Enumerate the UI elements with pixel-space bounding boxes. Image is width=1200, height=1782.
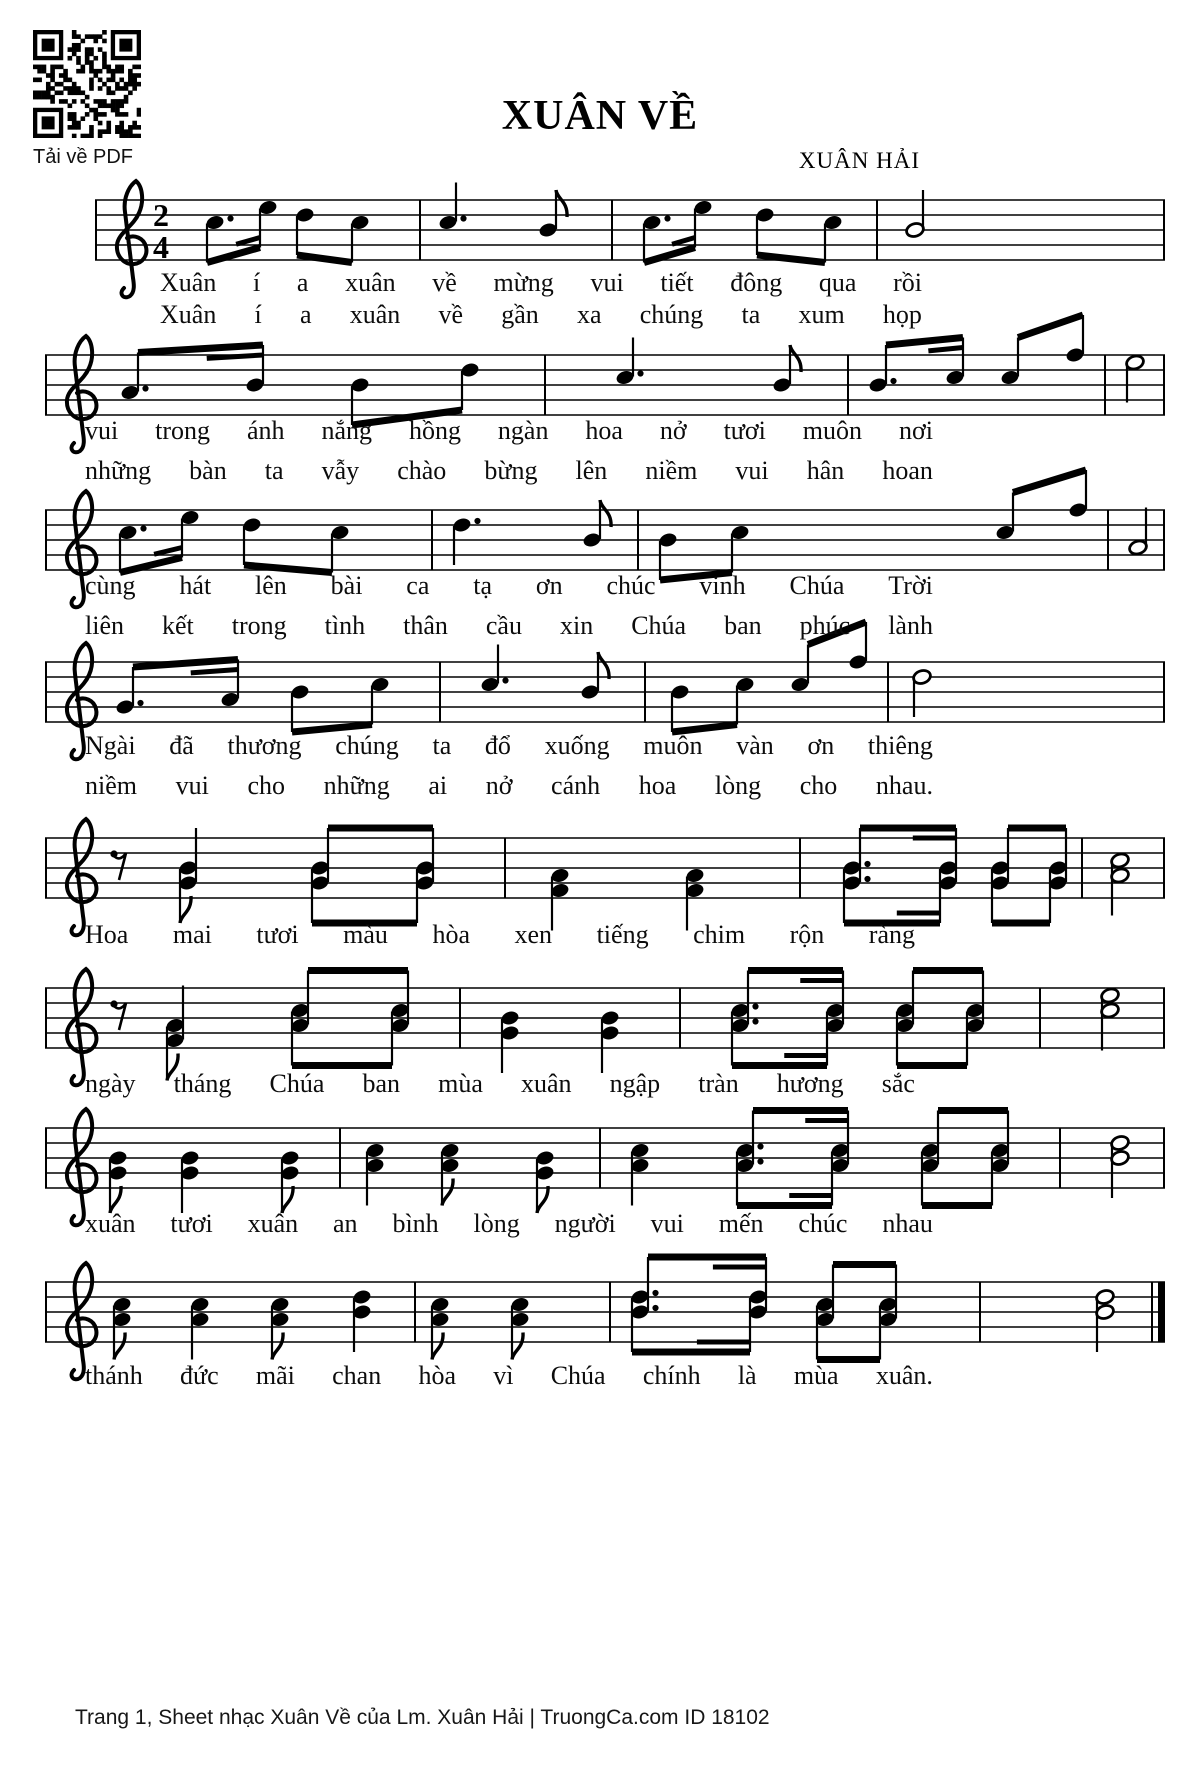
lyric-word: phúc — [799, 611, 851, 640]
lyric-word: hòa — [418, 1361, 456, 1390]
lyric-word: nắng — [321, 416, 373, 445]
lyric-line — [85, 571, 933, 601]
lyric-word: Hoa — [85, 920, 129, 949]
note — [945, 338, 965, 387]
lyric-word: muôn — [643, 731, 703, 760]
lyric-word: tràn — [698, 1069, 739, 1098]
lyric-word: vui — [175, 771, 209, 800]
lyric-word: trong — [155, 416, 211, 445]
lyric-word: niềm — [85, 771, 137, 800]
lyric-word: xuống — [544, 731, 610, 760]
lyric-word: thánh — [85, 1361, 143, 1390]
note — [730, 524, 750, 573]
note — [1128, 508, 1148, 557]
lyric-word: tháng — [173, 1069, 232, 1098]
beam — [644, 238, 695, 263]
staff-lines — [45, 355, 1165, 415]
page-footer: Trang 1, Sheet nhạc Xuân Về của Lm. Xuân Hải | TruongCa.com ID 18102 — [75, 1706, 770, 1729]
lyric-word: Xuân — [160, 300, 217, 329]
time-signature — [153, 197, 169, 265]
lyric-word: rộn — [789, 920, 825, 949]
lyric-word: chúc — [606, 571, 656, 600]
lyric-word: hồng — [408, 416, 461, 445]
note — [258, 199, 278, 248]
lyric-word: niềm — [645, 456, 698, 485]
lyric-line — [160, 300, 922, 330]
beam — [886, 338, 963, 351]
lyric-word: Trời — [888, 571, 933, 600]
lyric-line — [85, 456, 933, 486]
note — [630, 1257, 659, 1352]
lyric-word: xuân — [520, 1069, 572, 1098]
lyric-word: sắc — [881, 1069, 915, 1098]
lyric-word: mai — [172, 920, 212, 949]
lyric-word: hòa — [432, 920, 470, 949]
lyric-word: lành — [888, 611, 933, 640]
lyric-word: cùng — [85, 571, 136, 600]
note — [1125, 354, 1145, 403]
lyric-word: xuân — [349, 300, 401, 329]
note — [842, 828, 871, 923]
treble-clef-icon — [67, 969, 97, 1085]
lyric-word: chúng — [335, 731, 399, 760]
lyric-word: Ngài — [85, 731, 136, 760]
note — [178, 828, 198, 923]
lyric-word: tươi — [170, 1209, 213, 1238]
note — [350, 214, 370, 263]
note — [535, 1149, 555, 1213]
lyric-word: những — [85, 456, 152, 485]
lyric-word: nơi — [898, 416, 933, 445]
svg-text:4: 4 — [153, 229, 169, 265]
note — [370, 676, 390, 725]
treble-clef-icon — [117, 181, 147, 297]
staff-lines — [45, 1282, 1165, 1342]
note — [990, 828, 1010, 923]
lyric-word: hân — [806, 456, 845, 485]
note — [1048, 828, 1068, 923]
lyric-word: cho — [247, 771, 285, 800]
beam — [1013, 470, 1086, 493]
lyric-word: qua — [818, 268, 857, 297]
lyric-word: Chúa — [269, 1069, 325, 1098]
lyric-word: hát — [179, 571, 212, 600]
lyric-word: đổ — [484, 731, 511, 760]
note — [108, 1149, 128, 1213]
lyric-word: tình — [324, 611, 366, 640]
beam — [138, 345, 263, 358]
lyric-word: ơn — [807, 731, 835, 760]
treble-clef-icon — [67, 819, 97, 935]
lyric-word: đông — [730, 268, 783, 297]
lyric-word: hoa — [585, 416, 623, 445]
lyric-line — [85, 771, 933, 801]
note — [220, 660, 240, 709]
lyric-word: xum — [798, 300, 845, 329]
lyric-word: mùa — [793, 1361, 839, 1390]
lyric-word: thương — [227, 731, 302, 760]
lyric-word: vui — [650, 1209, 684, 1238]
lyric-word: tiếng — [596, 920, 649, 949]
lyric-word: bình — [392, 1209, 439, 1238]
lyric-word: kết — [162, 611, 194, 640]
beam — [757, 255, 825, 263]
lyric-word: gần — [501, 300, 539, 329]
note — [310, 828, 330, 923]
lyric-word: lòng — [714, 771, 762, 800]
note — [415, 828, 435, 923]
note — [823, 214, 843, 263]
lyric-word: nở — [659, 416, 687, 445]
lyric-word: đức — [180, 1361, 219, 1390]
note — [438, 183, 467, 232]
lyric-line — [85, 1069, 915, 1099]
lyric-word: nở — [485, 771, 513, 800]
lyric-word: xuân — [345, 268, 396, 297]
lyric-line — [85, 416, 933, 446]
lyric-word: Chúa — [550, 1361, 606, 1390]
lyric-word: ai — [428, 771, 448, 800]
lyric-word: vinh — [699, 571, 746, 600]
lyric-word: tiết — [660, 268, 694, 297]
note — [790, 645, 810, 694]
eighth-rest — [110, 850, 126, 880]
qr-download-label[interactable]: Tải về PDF — [33, 146, 134, 168]
lyric-word: ta — [432, 731, 452, 760]
lyric-word: lên — [255, 571, 287, 600]
beam — [632, 1257, 766, 1352]
lyric-word: ràng — [868, 920, 915, 949]
beam — [207, 238, 260, 263]
lyric-word: chào — [397, 456, 447, 485]
lyric-word: chim — [693, 920, 746, 949]
note — [615, 338, 644, 387]
lyric-word: lòng — [473, 1209, 520, 1238]
lyric-word: lên — [575, 456, 608, 485]
song-title: XUÂN VỀ — [501, 93, 699, 140]
lyric-word: đã — [169, 731, 194, 760]
note — [180, 509, 200, 558]
lyric-word: tươi — [256, 920, 299, 949]
eighth-rest — [110, 1000, 126, 1030]
lyric-word: Chúa — [789, 571, 845, 600]
lyric-word: tạ — [473, 571, 492, 600]
lyric-word: cánh — [551, 771, 601, 800]
lyric-word: Xuân — [160, 268, 217, 297]
note — [938, 828, 958, 923]
lyric-word: rồi — [893, 268, 922, 297]
lyric-word: ngày — [85, 1069, 136, 1098]
lyric-word: ngập — [609, 1069, 661, 1098]
note — [1000, 338, 1020, 387]
lyric-word: chúng — [639, 300, 704, 329]
treble-clef-icon — [67, 1109, 97, 1225]
lyric-word: chính — [642, 1361, 701, 1390]
lyric-word: ta — [741, 300, 761, 329]
lyric-word: tươi — [723, 416, 766, 445]
lyric-word: chúc — [798, 1209, 848, 1238]
lyric-word: a — [296, 268, 309, 297]
lyric-word: cầu — [485, 611, 522, 640]
staff-lines — [45, 1128, 1165, 1188]
lyric-word: vẫy — [321, 456, 360, 485]
lyric-word: vì — [493, 1361, 514, 1390]
note — [693, 199, 713, 248]
lyric-word: xuân — [85, 1209, 136, 1238]
lyric-word: chan — [332, 1361, 382, 1390]
lyric-line — [85, 611, 933, 641]
lyric-word: í — [254, 300, 262, 329]
beam — [297, 255, 352, 263]
note — [748, 1257, 768, 1352]
lyric-word: nhau. — [875, 771, 933, 800]
beam — [312, 828, 433, 923]
lyric-word: an — [333, 1209, 358, 1238]
lyric-word: thân — [403, 611, 448, 640]
lyric-word: về — [438, 300, 464, 329]
beam — [992, 828, 1066, 923]
note — [120, 353, 149, 402]
lyric-word: xuân — [247, 1209, 299, 1238]
lyric-word: mến — [718, 1209, 764, 1238]
lyric-word: ta — [264, 456, 284, 485]
beam — [120, 548, 182, 573]
lyric-word: mừng — [493, 268, 554, 297]
lyric-word: cho — [799, 771, 838, 800]
note — [500, 1009, 520, 1073]
lyric-word: những — [323, 771, 390, 800]
lyric-word: liên — [85, 611, 124, 640]
lyric-word: trong — [231, 611, 287, 640]
lyric-word: là — [737, 1361, 757, 1390]
lyric-word: bài — [330, 571, 363, 600]
beam — [1018, 315, 1083, 338]
lyric-word: ánh — [247, 416, 285, 445]
lyric-word: xa — [576, 300, 602, 329]
lyric-word: về — [432, 268, 457, 297]
lyric-word: ơn — [535, 571, 563, 600]
lyric-word: thiêng — [867, 731, 933, 760]
lyric-word: muôn — [802, 416, 863, 445]
lyric-line — [160, 268, 922, 298]
lyric-word: Chúa — [631, 611, 687, 640]
lyric-word: mãi — [255, 1361, 295, 1390]
note — [180, 1149, 200, 1213]
note — [330, 524, 350, 573]
lyric-word: ngàn — [497, 416, 549, 445]
lyric-word: xen — [514, 920, 553, 949]
lyric-line — [85, 1209, 933, 1239]
lyric-word: vui — [735, 456, 769, 485]
note — [600, 1009, 620, 1073]
note — [280, 1149, 300, 1213]
lyric-word: ban — [362, 1069, 401, 1098]
svg-text:2: 2 — [153, 197, 169, 233]
lyric-word: bừng — [484, 456, 538, 485]
lyric-line — [85, 1361, 933, 1391]
lyric-word: vàn — [736, 731, 774, 760]
lyric-word: vui — [590, 268, 624, 297]
lyric-word: xuân. — [875, 1361, 933, 1390]
note — [480, 645, 509, 694]
lyric-word: hương — [776, 1069, 844, 1098]
lyric-word: í — [252, 268, 261, 297]
lyric-word: nhau — [882, 1209, 933, 1238]
lyric-word: hoan — [882, 456, 933, 485]
lyric-word: xin — [559, 611, 594, 640]
lyric-line — [85, 920, 915, 950]
lyric-word: họp — [882, 300, 922, 329]
lyric-word: ban — [724, 611, 762, 640]
note — [735, 676, 755, 725]
lyric-word: màu — [343, 920, 388, 949]
lyric-line — [85, 731, 933, 761]
lyric-word: mùa — [438, 1069, 483, 1098]
lyric-word: vui — [85, 416, 119, 445]
lyric-word: người — [554, 1209, 616, 1238]
lyric-word: ca — [406, 571, 430, 600]
composer-name: XUÂN HẢI — [798, 148, 920, 173]
staff-lines — [45, 510, 1165, 570]
lyric-word: hoa — [638, 771, 677, 800]
lyric-word: bàn — [189, 456, 227, 485]
note — [995, 493, 1015, 542]
lyric-word: a — [299, 300, 312, 329]
